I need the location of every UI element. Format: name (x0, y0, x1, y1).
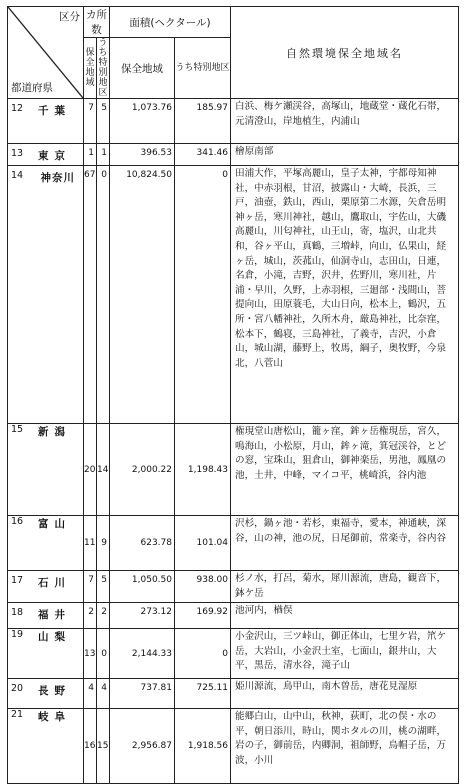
prefecture-code: 15 (11, 424, 24, 435)
header-prefecture: 都道府県 (11, 82, 53, 94)
special-count: 15 (97, 709, 110, 784)
special-count: 5 (97, 571, 110, 603)
area-names: 檜原南部 (231, 144, 459, 166)
table-row (8, 99, 459, 144)
prefecture-code: 14 (11, 170, 24, 181)
area-names: 姫川源流，鳥甲山，南木曽岳，唐花見湿原 (231, 679, 459, 709)
prefecture-cell (8, 603, 84, 629)
conservation-count: 20 (84, 424, 97, 516)
conservation-area: 1,073.76 (110, 99, 175, 144)
special-count: 2 (97, 603, 110, 629)
conservation-area: 2,000.22 (110, 424, 175, 516)
prefecture-name: 千葉 (38, 105, 71, 117)
header-category: 区分 (59, 11, 80, 23)
conservation-area: 273.12 (110, 603, 175, 629)
conservation-area: 396.53 (110, 144, 175, 166)
table-body (8, 99, 459, 784)
table-row (8, 166, 459, 424)
prefecture-code: 17 (11, 575, 24, 586)
prefecture-name: 長野 (38, 685, 71, 698)
table-row (8, 424, 459, 516)
special-count: 9 (97, 516, 110, 571)
prefecture-code: 20 (11, 683, 24, 695)
special-area: 1,198.43 (175, 424, 231, 516)
special-count: 14 (97, 424, 110, 516)
header-area-names: 自然環境保全地域名 (231, 7, 459, 99)
area-names: 能郷白山，山中山，秋神，荻町，北の俣・水の平，朝日添川，時山，関ホタルの川，桃の湖畔，岩の子，御前岳，内卿洞，祖師野，烏帽子岳，万波，小川 (231, 709, 459, 784)
conservation-area: 1,050.50 (110, 571, 175, 603)
conservation-count: 2 (84, 603, 97, 629)
conservation-count: 11 (84, 516, 97, 571)
prefecture-name: 新潟 (38, 426, 71, 438)
table-row (8, 679, 459, 709)
header-count-group: カ所数 (84, 7, 110, 38)
special-area: 938.00 (175, 571, 231, 603)
conservation-area: 2,144.33 (110, 629, 175, 679)
area-names: 小金沢山，三ツ峠山，御正体山，七里ケ岩，笊ケ岳，大岩山，小金沢土室，七面山，銀井山，大平，黒岳，清水谷，滝子山 (231, 629, 459, 679)
header-area-special: うち特別地区 (175, 38, 231, 99)
prefecture-name: 岐阜 (38, 711, 71, 724)
table-row (8, 709, 459, 784)
prefecture-code: 12 (11, 103, 24, 114)
prefecture-code: 18 (11, 607, 24, 619)
special-area: 101.04 (175, 516, 231, 571)
prefecture-name: 神奈川 (40, 172, 75, 184)
nature-conservation-table (7, 6, 459, 784)
special-area: 341.46 (175, 144, 231, 166)
area-names: 田浦大作，平塚高麗山，皇子太神，宇都母知神社，中赤羽根，甘沼，披露山・大崎，長浜，三戸，油壺，鉄山，西山，栗原第二水源，矢倉岳明神ヶ岳，寒川神社，越山，鷹取山，宇佐山，大磯高麗山，川匂神社，山王山，寄，塩沢，山北共和，谷ヶ平山，真鶴，三増峠，向山，仏果山，経ヶ岳，城山，茨菰山，仙洞寺山，志田山，日連，名倉，小滝，吉野，沢井，佐野川，寒川社，片浦・早川，久野，上赤羽根，三廻部・浅間山，菩提向山，田原蓑毛，大山日向，松本上，鶴沢，五所・宮八幡神社，久所木舟，厳島神社，比奈窪，松本下，鶴寝，三島神社，了義寺，吉沢，小倉山，城山湖，藤野上，牧馬，綱子，奥牧野，今泉北，八菅山 (231, 166, 459, 424)
prefecture-cell (8, 679, 84, 709)
special-count: 1 (97, 144, 110, 166)
special-area: 0 (175, 166, 231, 424)
area-names: 杉ノ水，打呂，菊水，犀川源流，唐島，観音下，鉢ケ岳 (231, 571, 459, 603)
prefecture-cell (8, 99, 84, 144)
conservation-area: 2,956.87 (110, 709, 175, 784)
table-row (8, 603, 459, 629)
conservation-count: 7 (84, 571, 97, 603)
prefecture-name: 富山 (38, 518, 71, 530)
prefecture-code: 19 (11, 629, 24, 641)
area-names: 沢杉，鍋ヶ池・若杉，東福寺，愛本，神通峡，深谷，山の神，池の尻，日尾御前，常楽寺，谷内谷 (231, 516, 459, 571)
area-names: 権現堂山唐松山，籠ヶ窪，鉾ヶ岳権現岳，宮久，鳴海山，小松原，月山，鉾ヶ滝，箕冠渓谷，とどの窓，宝珠山，狙倉山，御神楽岳，男池，鳳凰の池，土井，中峰，マイコ平，桃崎浜，谷内池 (231, 424, 459, 516)
prefecture-cell (8, 166, 84, 424)
conservation-count: 67 (84, 166, 97, 424)
prefecture-code: 16 (11, 516, 24, 527)
table-row (8, 516, 459, 571)
conservation-count: 4 (84, 679, 97, 709)
prefecture-code: 13 (11, 148, 24, 159)
prefecture-cell (8, 424, 84, 516)
special-count: 4 (97, 679, 110, 709)
area-names: 池河内，楢俣 (231, 603, 459, 629)
table-row (8, 571, 459, 603)
conservation-count: 16 (84, 709, 97, 784)
prefecture-cell (8, 709, 84, 784)
conservation-count: 13 (84, 629, 97, 679)
conservation-area: 10,824.50 (110, 166, 175, 424)
prefecture-code: 21 (11, 709, 24, 721)
prefecture-name: 東京 (38, 150, 71, 162)
prefecture-name: 山梨 (38, 631, 71, 644)
conservation-count: 1 (84, 144, 97, 166)
special-area: 1,918.56 (175, 709, 231, 784)
prefecture-name: 福井 (38, 609, 71, 622)
header-area-conservation: 保全地域 (110, 38, 175, 99)
header-count-special: うち特別地区 (98, 38, 108, 98)
special-area: 0 (175, 629, 231, 679)
header-area-group: 面積(ヘクタール) (110, 7, 231, 38)
special-count: 0 (97, 629, 110, 679)
conservation-area: 737.81 (110, 679, 175, 709)
prefecture-cell (8, 571, 84, 603)
table-row (8, 629, 459, 679)
prefecture-cell (8, 629, 84, 679)
prefecture-cell (8, 144, 84, 166)
special-count: 0 (97, 166, 110, 424)
conservation-area: 623.78 (110, 516, 175, 571)
area-names: 白浜、梅ケ瀬渓谷，高塚山，地蔵堂・蔵化石帯，元清澄山，岸地植生，内浦山 (231, 99, 459, 144)
conservation-count: 7 (84, 99, 97, 144)
table-row (8, 144, 459, 166)
special-area: 725.11 (175, 679, 231, 709)
header-count-conservation: 保全地域 (84, 38, 97, 99)
prefecture-name: 石川 (38, 577, 71, 589)
special-area: 169.92 (175, 603, 231, 629)
special-area: 185.97 (175, 99, 231, 144)
prefecture-cell (8, 516, 84, 571)
special-count: 5 (97, 99, 110, 144)
header-corner-cell (8, 7, 84, 99)
